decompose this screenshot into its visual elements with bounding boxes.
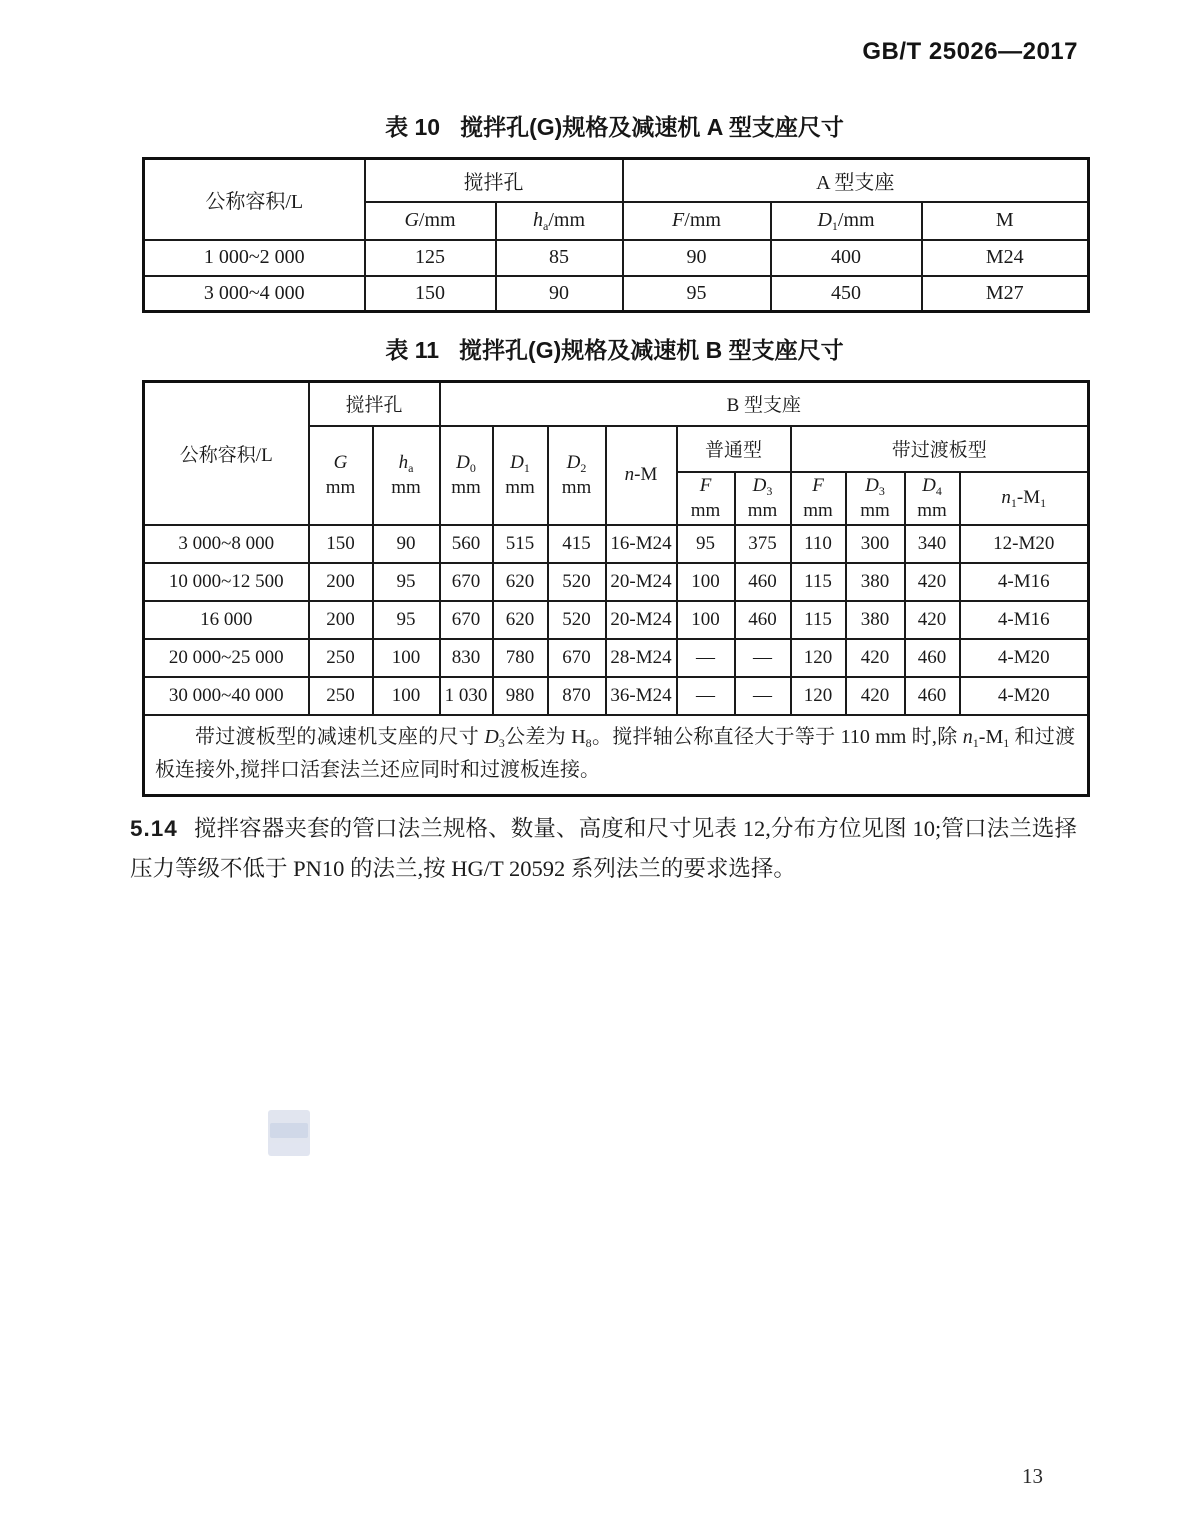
col-group-a-support: A 型支座 [623,159,1089,202]
table-cell: 200 [309,601,373,639]
table-cell: 16-M24 [606,525,677,563]
col-header-nM: n-M [606,426,677,525]
col-header-F-transition: F mm [791,472,846,525]
table-row [144,240,1089,276]
table-cell: 450 [771,276,922,312]
table-cell: M24 [922,240,1089,276]
clause-number: 5.14 [130,816,178,841]
col-header-volume: 公称容积/L [144,382,309,525]
col-header-n1M1: $n_1-M_1$ [960,472,1089,525]
table-row [144,639,1089,677]
table10-title [142,109,1087,142]
table-cell: — [677,677,735,715]
table-cell: 780 [493,639,548,677]
table-row [144,677,1089,715]
table-cell: 20-M24 [606,563,677,601]
table-cell: 120 [791,639,846,677]
table-cell: 420 [846,677,905,715]
col-header-ha: $h_a/mm$ [496,202,623,240]
table-cell: 110 [791,525,846,563]
table-cell: 415 [548,525,606,563]
table-cell: 4-M20 [960,639,1089,677]
table-cell: 85 [496,240,623,276]
watermark-band [270,1123,308,1138]
col-header-D2: $D_2$ mm [548,426,606,525]
table-cell: 100 [677,563,735,601]
table-cell: 250 [309,639,373,677]
table-cell: 100 [373,677,440,715]
table-cell: 4-M16 [960,563,1089,601]
col-group-plain-type: 普通型 [677,426,791,472]
col-header-D3-transition: $D_3$ mm [846,472,905,525]
table11-caption: 搅拌孔(G)规格及减速机 B 型支座尺寸 [459,337,844,363]
table-cell: 375 [735,525,791,563]
table-cell: 250 [309,677,373,715]
table-cell: 125 [365,240,496,276]
table-cell: 90 [373,525,440,563]
table-cell: 380 [846,601,905,639]
table-cell: 980 [493,677,548,715]
table-cell: 420 [905,563,960,601]
table-cell: 340 [905,525,960,563]
col-group-stir-hole: 搅拌孔 [309,382,440,426]
table-cell: 150 [365,276,496,312]
table-cell: 100 [373,639,440,677]
table-cell: 460 [905,639,960,677]
col-header-G: G/mm [365,202,496,240]
table11-label: 表 11 [385,337,440,363]
table-row [144,601,1089,639]
table-cell: 670 [548,639,606,677]
table-cell: 20-M24 [606,601,677,639]
col-header-D4: $D_4$ mm [905,472,960,525]
table-cell: 200 [309,563,373,601]
col-header-D1: $D_1$ mm [493,426,548,525]
table10-label: 表 10 [385,114,441,140]
table-cell: 36-M24 [606,677,677,715]
table-cell: 100 [677,601,735,639]
col-group-b-support: B 型支座 [440,382,1089,426]
table-cell: — [677,639,735,677]
table-cell: 670 [440,563,493,601]
table-cell: 95 [623,276,771,312]
table-cell: 870 [548,677,606,715]
col-header-G: G mm [309,426,373,525]
table-note-text: 带过渡板型的减速机支座的尺寸 $D_3$公差为 $H_8$。搅拌轴公称直径大于等于 110 mm 时,除 $n_1-M_1$ 和过渡板连接外,搅拌口活套法兰还应同时和过渡板连接。 [155,725,1076,781]
table-cell: 420 [846,639,905,677]
table-cell: 830 [440,639,493,677]
col-header-M: M [922,202,1089,240]
page-number: 13 [1022,1464,1043,1488]
table-cell: 300 [846,525,905,563]
table-cell: 12-M20 [960,525,1089,563]
col-header-volume: 公称容积/L [144,159,365,240]
table-cell: 95 [373,601,440,639]
table-cell: 460 [905,677,960,715]
table-cell: 380 [846,563,905,601]
table-cell: 4-M20 [960,677,1089,715]
table-row [144,525,1089,563]
table-cell: 16 000 [144,601,309,639]
table-cell: M27 [922,276,1089,312]
table-cell: 670 [440,601,493,639]
col-group-stir-hole: 搅拌孔 [365,159,623,202]
table-note-cell [144,715,1089,796]
table11-title [142,332,1087,365]
table-header-row [144,159,1089,202]
col-header-F-plain: F mm [677,472,735,525]
table-cell: 620 [493,601,548,639]
standard-number: GB/T 25026—2017 [862,38,1078,65]
col-header-D3-plain: $D_3$ mm [735,472,791,525]
table-cell: 30 000~40 000 [144,677,309,715]
table-11 [142,380,1090,797]
table-cell: 620 [493,563,548,601]
table-cell: 1 030 [440,677,493,715]
table-cell: 90 [623,240,771,276]
col-group-transition-plate-type: 带过渡板型 [791,426,1089,472]
table-cell: 90 [496,276,623,312]
table-cell: 120 [791,677,846,715]
table-cell: 400 [771,240,922,276]
table-cell: 420 [905,601,960,639]
table-10 [142,157,1090,313]
table10-caption: 搅拌孔(G)规格及减速机 A 型支座尺寸 [460,114,844,140]
table-cell: 3 000~8 000 [144,525,309,563]
table-cell: 115 [791,601,846,639]
col-header-D0: $D_0$ mm [440,426,493,525]
clause-text: 搅拌容器夹套的管口法兰规格、数量、高度和尺寸见表 12,分布方位见图 10;管口法兰选择压力等级不低于 PN10 的法兰,按 HG/T 20592 系列法兰的要求选择。 [130,816,1077,881]
table-cell: 460 [735,601,791,639]
table-cell: 95 [677,525,735,563]
table-row [144,563,1089,601]
table-cell: 520 [548,563,606,601]
table-note-row [144,715,1089,796]
table-cell: 28-M24 [606,639,677,677]
watermark [268,1110,310,1156]
table-cell: 4-M16 [960,601,1089,639]
table-cell: 10 000~12 500 [144,563,309,601]
table-cell: — [735,677,791,715]
table-cell: 520 [548,601,606,639]
col-header-F: F/mm [623,202,771,240]
table-row [144,276,1089,312]
table-cell: 115 [791,563,846,601]
table-cell: 1 000~2 000 [144,240,365,276]
table-cell: 95 [373,563,440,601]
table-cell: 515 [493,525,548,563]
clause-5-14 [130,809,1077,889]
table-header-row [144,382,1089,426]
col-header-D1: $D_1/mm$ [771,202,922,240]
col-header-ha: $h_a$ mm [373,426,440,525]
table-cell: — [735,639,791,677]
table-cell: 3 000~4 000 [144,276,365,312]
table-cell: 150 [309,525,373,563]
table-cell: 20 000~25 000 [144,639,309,677]
table-cell: 560 [440,525,493,563]
table-cell: 460 [735,563,791,601]
